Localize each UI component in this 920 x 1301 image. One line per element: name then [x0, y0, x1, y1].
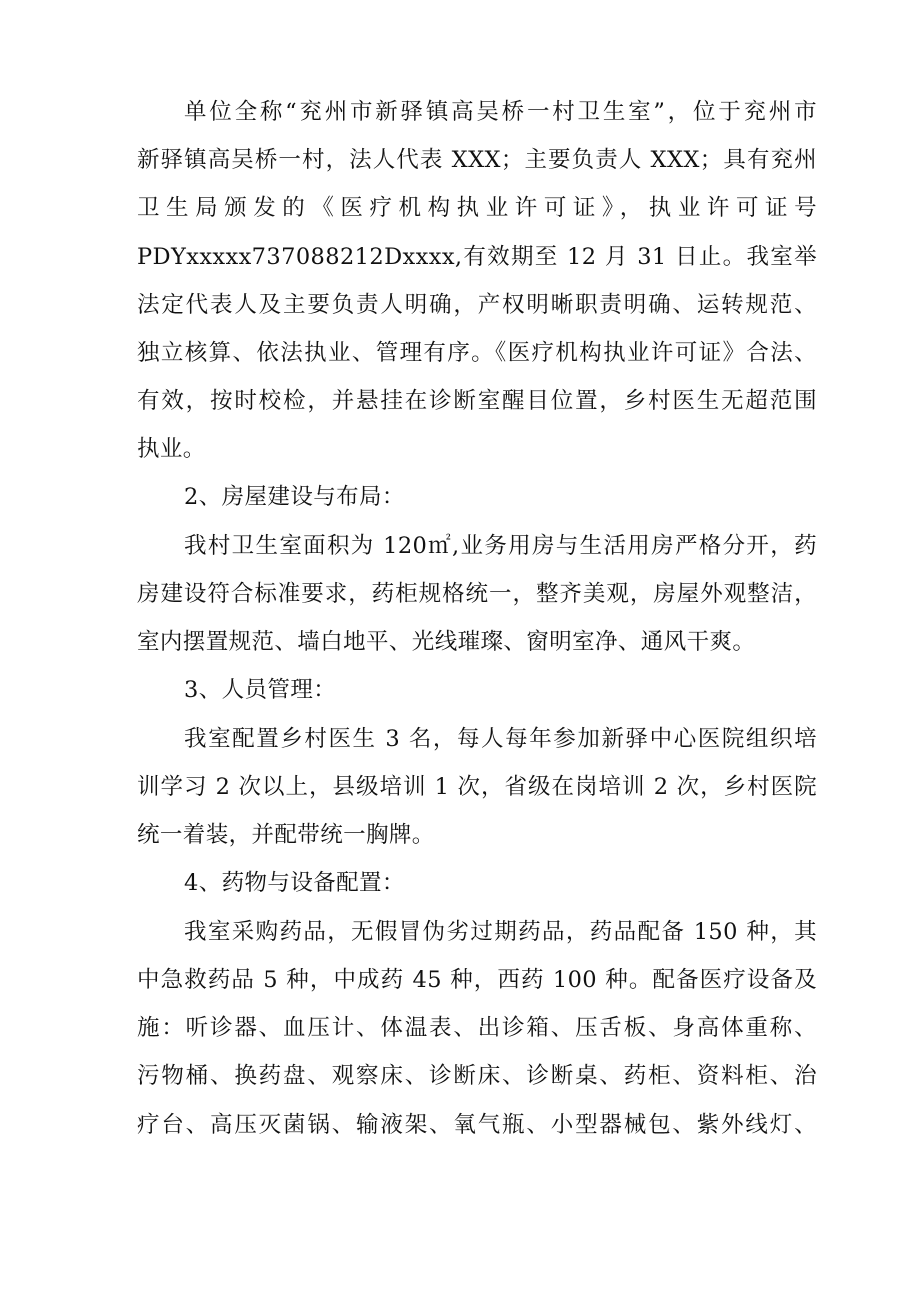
section-heading: 4、药物与设备配置：: [184, 870, 405, 896]
paragraph-line: 疗台、高压灭菌锅、输液架、氧气瓶、小型器械包、紫外线灯、: [137, 1112, 817, 1138]
paragraph-line: PDYxxxxx737088212Dxxxx,有效期至 12 月 31 日止。我室举: [137, 244, 817, 270]
paragraph-line: 训学习 2 次以上，县级培训 1 次，省级在岗培训 2 次，乡村医院: [137, 774, 817, 800]
paragraph-line: 新驿镇高吴桥一村，法人代表 XXX；主要负责人 XXX；具有兖州: [137, 147, 817, 173]
paragraph-line: 统一着装，并配带统一胸牌。: [137, 822, 435, 848]
section-heading: 3、人员管理：: [184, 677, 337, 703]
paragraph-line: 独立核算、依法执业、管理有序。《医疗机构执业许可证》合法、: [137, 340, 817, 366]
paragraph-line: 卫生局颁发的《医疗机构执业许可证》，执业许可证号: [137, 195, 817, 221]
paragraph-line: 中急救药品 5 种，中成药 45 种，西药 100 种。配备医疗设备及: [137, 967, 817, 993]
paragraph-line: 单位全称“兖州市新驿镇高吴桥一村卫生室”，位于兖州市: [184, 99, 817, 125]
paragraph-line: 污物桶、换药盘、观察床、诊断床、诊断桌、药柜、资料柜、治: [137, 1063, 817, 1089]
paragraph-line: 我村卫生室面积为 120㎡,业务用房与生活用房严格分开，药: [184, 533, 817, 559]
paragraph-line: 施：听诊器、血压计、体温表、出诊箱、压舌板、身高体重称、: [137, 1015, 817, 1041]
paragraph-line: 室内摆置规范、墙白地平、光线璀璨、窗明室净、通风干爽。: [137, 629, 756, 655]
paragraph-line: 我室配置乡村医生 3 名，每人每年参加新驿中心医院组织培: [184, 726, 817, 752]
paragraph-line: 法定代表人及主要负责人明确，产权明晰职责明确、运转规范、: [137, 292, 817, 318]
section-heading: 2、房屋建设与布局：: [184, 484, 405, 510]
paragraph-line: 有效，按时校检，并悬挂在诊断室醒目位置，乡村医生无超范围: [137, 388, 817, 414]
paragraph-line: 房建设符合标准要求，药柜规格统一，整齐美观，房屋外观整洁，: [137, 581, 817, 607]
paragraph-line: 我室采购药品，无假冒伪劣过期药品，药品配备 150 种，其: [184, 919, 817, 945]
paragraph-line: 执业。: [137, 436, 206, 462]
